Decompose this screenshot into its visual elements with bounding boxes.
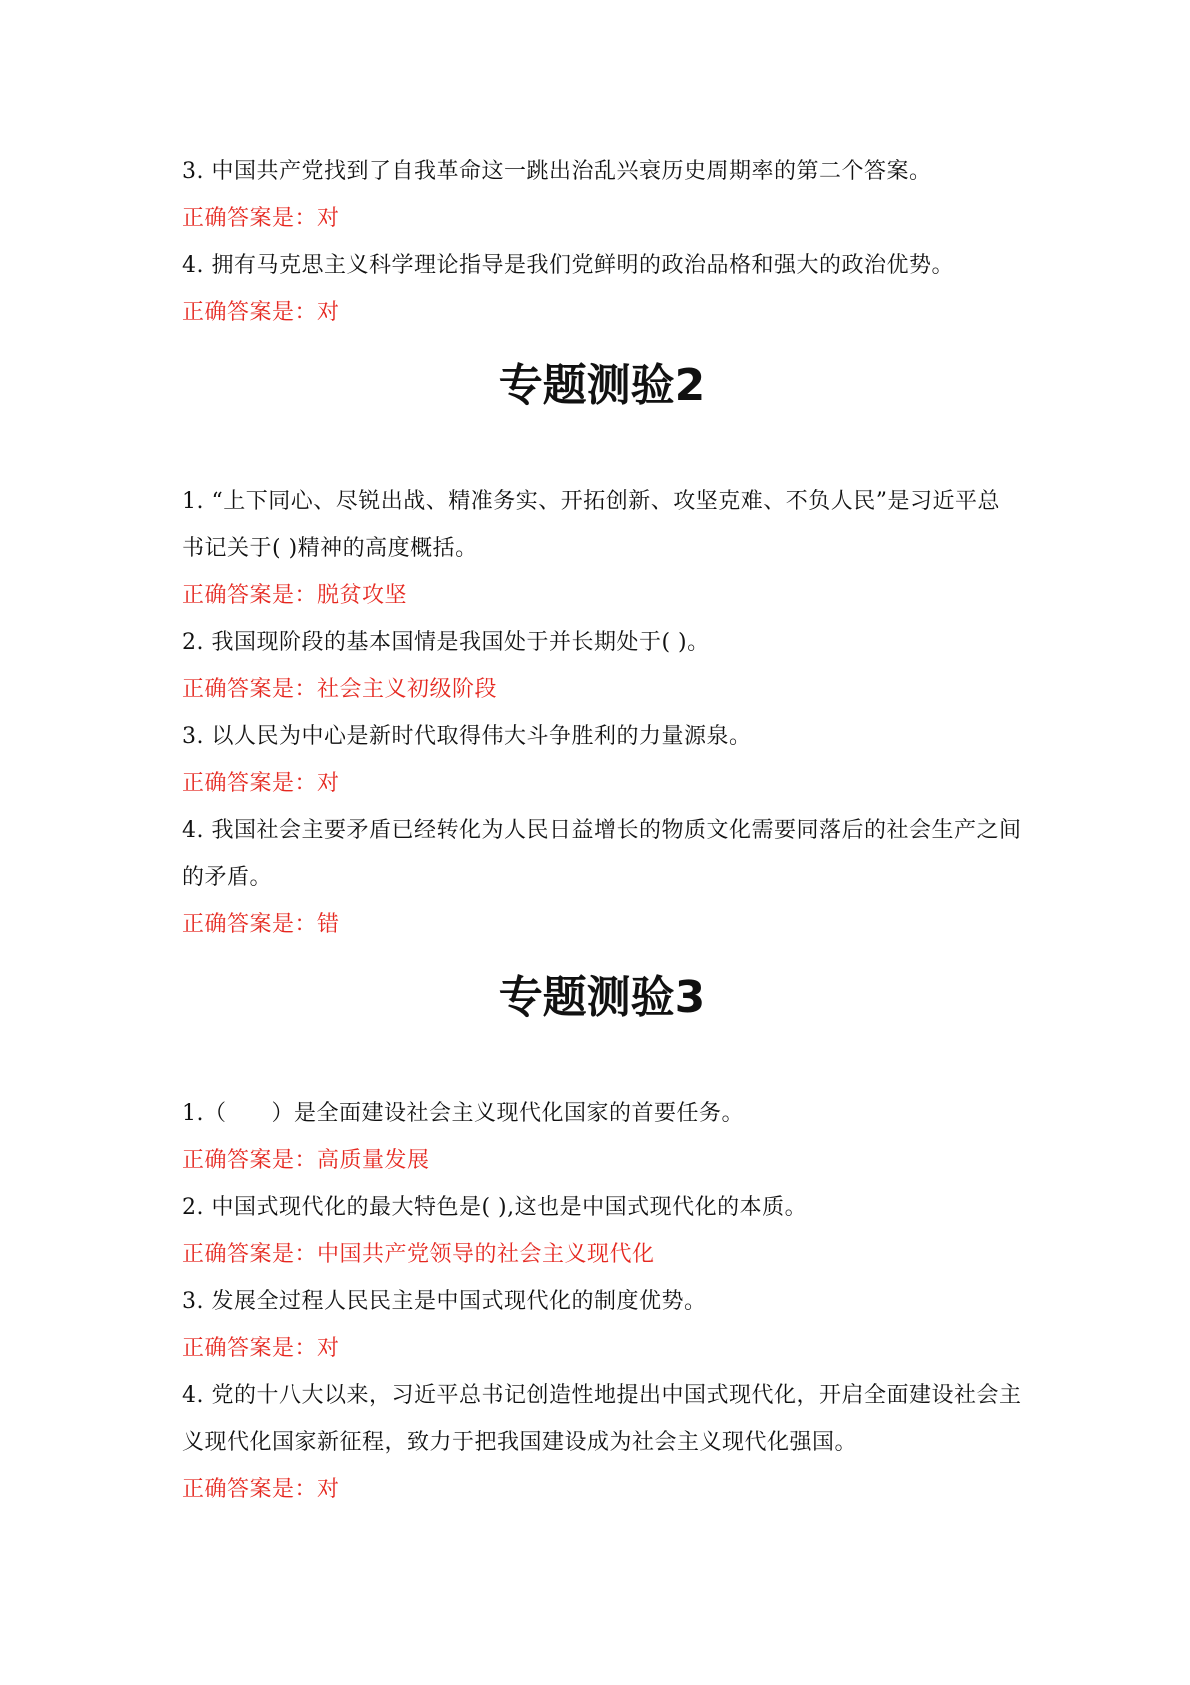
question-3: 3. 发展全过程人民民主是中国式现代化的制度优势。 bbox=[182, 1289, 707, 1314]
answer-4: 正确答案是：错 bbox=[182, 912, 340, 937]
document-content bbox=[182, 148, 1022, 1513]
section-title-quiz-3: 专题测验3 bbox=[498, 972, 706, 1023]
question-3: 3. 以人民为中心是新时代取得伟大斗争胜利的力量源泉。 bbox=[182, 724, 752, 749]
question-2: 2. 中国式现代化的最大特色是( ),这也是中国式现代化的本质。 bbox=[182, 1195, 808, 1220]
question-3: 3. 中国共产党找到了自我革命这一跳出治乱兴衰历史周期率的第二个答案。 bbox=[182, 159, 932, 184]
answer-2: 正确答案是：社会主义初级阶段 bbox=[182, 677, 498, 702]
answer-1: 正确答案是：脱贫攻坚 bbox=[182, 583, 408, 608]
question-4: 4. 拥有马克思主义科学理论指导是我们党鲜明的政治品格和强大的政治优势。 bbox=[182, 253, 954, 278]
question-1: 1. “上下同心、尽锐出战、精准务实、开拓创新、攻坚克难、不负人民”是习近平总书记关于( )精神的高度概括。 bbox=[182, 489, 1000, 561]
question-1: 1.（ ）是全面建设社会主义现代化国家的首要任务。 bbox=[182, 1101, 744, 1126]
answer-3: 正确答案是：对 bbox=[182, 771, 340, 796]
answer-1: 正确答案是：高质量发展 bbox=[182, 1148, 430, 1173]
answer-3: 正确答案是：对 bbox=[182, 206, 340, 231]
question-2: 2. 我国现阶段的基本国情是我国处于并长期处于( )。 bbox=[182, 630, 710, 655]
answer-4: 正确答案是：对 bbox=[182, 300, 340, 325]
answer-2: 正确答案是：中国共产党领导的社会主义现代化 bbox=[182, 1242, 655, 1267]
section-title-quiz-2: 专题测验2 bbox=[498, 360, 706, 411]
answer-3: 正确答案是：对 bbox=[182, 1336, 340, 1361]
question-4: 4. 我国社会主要矛盾已经转化为人民日益增长的物质文化需要同落后的社会生产之间的矛盾。 bbox=[182, 818, 1022, 890]
answer-4: 正确答案是：对 bbox=[182, 1477, 340, 1502]
question-4: 4. 党的十八大以来，习近平总书记创造性地提出中国式现代化，开启全面建设社会主义现代化国家新征程，致力于把我国建设成为社会主义现代化强国。 bbox=[182, 1383, 1022, 1455]
